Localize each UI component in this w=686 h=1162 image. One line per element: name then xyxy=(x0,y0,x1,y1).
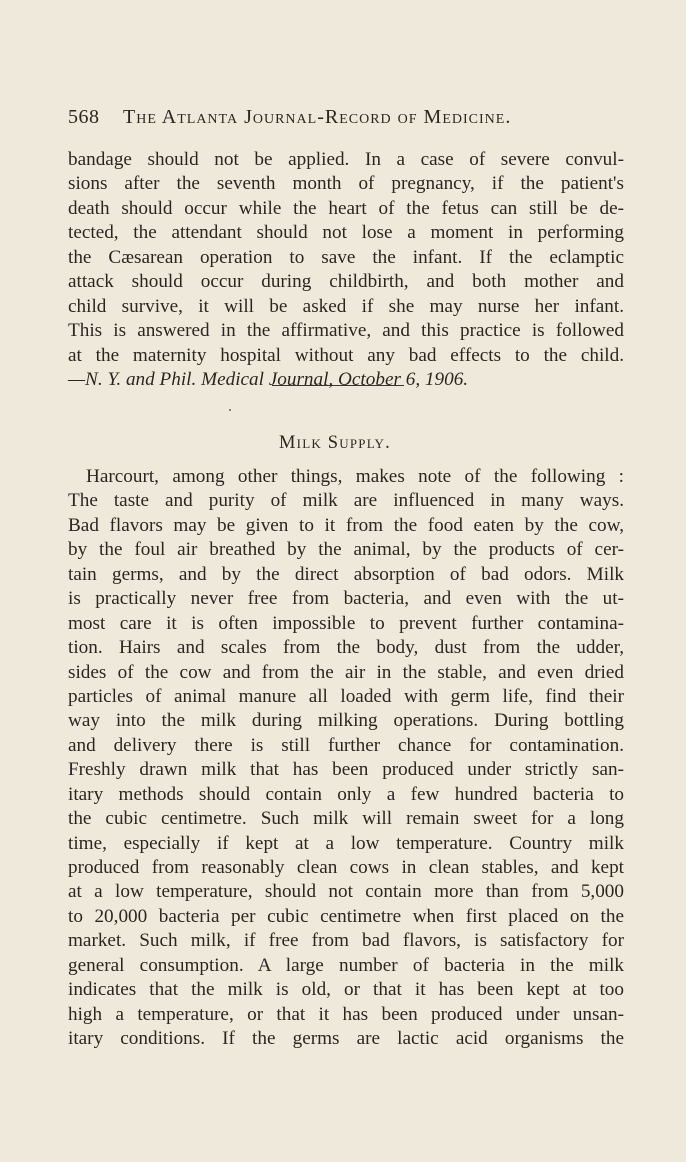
text-line: Bad flavors may be given to it from the food eaten by the cow, xyxy=(68,514,624,536)
text-line: The taste and purity of milk are influenced in many ways. xyxy=(68,490,624,512)
text-line: the Cæsarean operation to save the infant. If the eclamptic xyxy=(68,246,624,268)
text-line: at the maternity hospital without any bad effects to the child. xyxy=(68,344,624,366)
section-divider xyxy=(272,385,404,386)
journal-title: The Atlanta Journal-Record of Medicine. xyxy=(123,106,512,128)
text-line: time, especially if kept at a low temperature. Country milk xyxy=(68,832,624,854)
text-line: to 20,000 bacteria per cubic centimetre when first placed on the xyxy=(68,905,624,927)
text-line: tion. Hairs and scales from the body, dust from the udder, xyxy=(68,637,624,659)
text-line: at a low temperature, should not contain more than from 5,000 xyxy=(68,881,624,903)
text-line: particles of animal manure all loaded with germ life, find their xyxy=(68,685,624,707)
text-line: Harcourt, among other things, makes note of the following : xyxy=(86,466,624,487)
text-line: attack should occur during childbirth, and both mother and xyxy=(68,271,624,293)
running-head xyxy=(68,106,628,136)
citation: —N. Y. and Phil. Medical Journal, October 6, 1906. xyxy=(68,368,469,390)
text-line: child survive, it will be asked if she may nurse her infant. xyxy=(68,295,624,317)
text-line: This is answered in the affirmative, and this practice is followed xyxy=(68,320,624,342)
text-line: the cubic centimetre. Such milk will remain sweet for a long xyxy=(68,808,624,830)
text-line: itary methods should contain only a few hundred bacteria to xyxy=(68,783,624,805)
text-line: high a temperature, or that it has been produced under unsan- xyxy=(68,1003,624,1025)
text-line: sions after the seventh month of pregnancy, if the patient's xyxy=(68,173,624,195)
text-line: by the foul air breathed by the animal, by the products of cer- xyxy=(68,539,624,561)
text-line: produced from reasonably clean cows in clean stables, and kept xyxy=(68,857,624,878)
text-line: and delivery there is still further chance for contamination. xyxy=(68,734,624,756)
text-line: tain germs, and by the direct absorption of bad odors. Milk xyxy=(68,563,624,585)
continuation-paragraph xyxy=(68,148,624,392)
text-line: death should occur while the heart of the fetus can still be de- xyxy=(68,197,624,219)
milk-supply-paragraph xyxy=(68,465,624,1052)
text-line: itary conditions. If the germs are lactic acid organisms the xyxy=(68,1028,624,1050)
text-line: tected, the attendant should not lose a moment in performing xyxy=(68,222,624,244)
text-line: way into the milk during milking operations. During bottling xyxy=(68,710,624,732)
text-line: general consumption. A large number of bacteria in the milk xyxy=(68,954,624,976)
text-line: indicates that the milk is old, or that it has been kept at too xyxy=(68,979,624,1001)
text-line: Freshly drawn milk that has been produced under strictly san- xyxy=(68,759,624,781)
print-speck xyxy=(229,409,231,411)
text-line: market. Such milk, if free from bad flavors, is satisfactory for xyxy=(68,930,624,952)
text-line: most care it is often impossible to prevent further contamina- xyxy=(68,612,624,634)
section-title: Milk Supply. xyxy=(279,433,391,453)
text-line: is practically never free from bacteria, and even with the ut- xyxy=(68,588,624,610)
text-line: sides of the cow and from the air in the stable, and even dried xyxy=(68,661,624,683)
page-number: 568 xyxy=(68,106,100,128)
text-line: bandage should not be applied. In a case of severe convul- xyxy=(68,149,624,170)
